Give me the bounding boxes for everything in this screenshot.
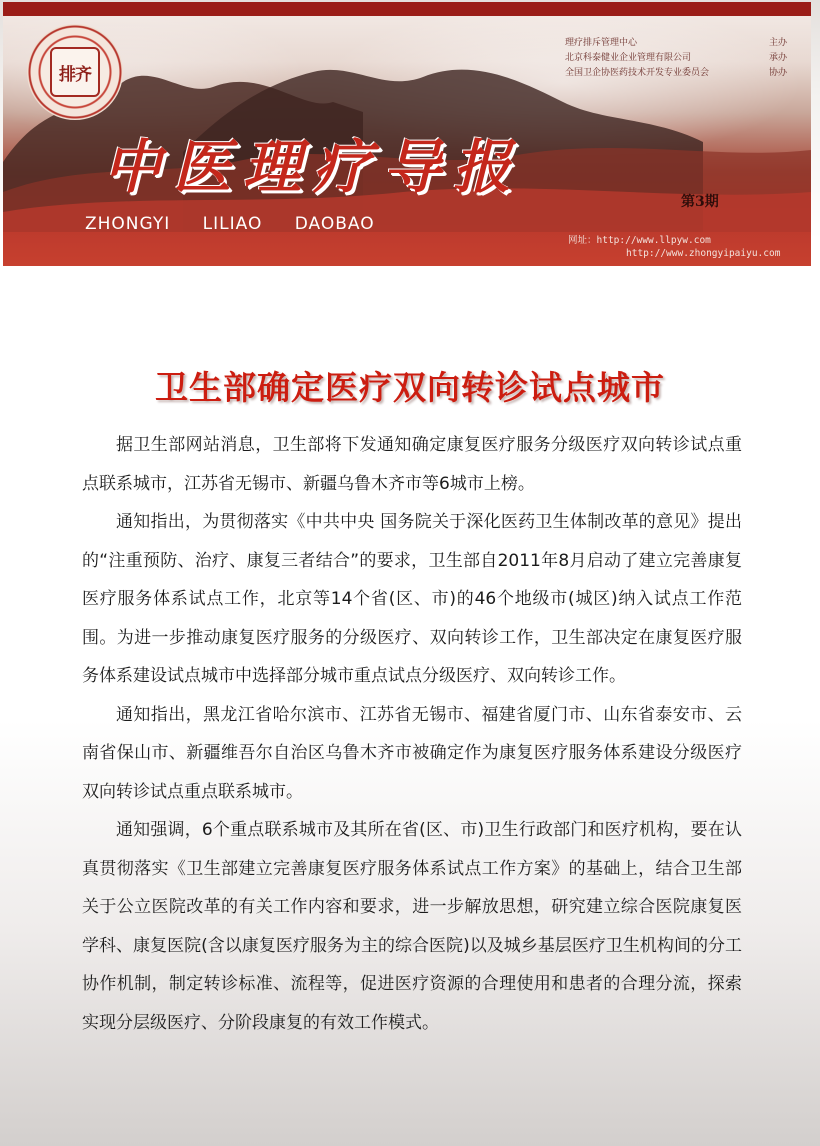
website-urls (568, 234, 808, 260)
organizer-role: 主办 (768, 38, 787, 48)
organizer-name: 全国卫企协医药技术开发专业委员会 (565, 68, 710, 78)
organizer-row (565, 66, 787, 81)
organizer-row (565, 36, 787, 51)
article-paragraph: 据卫生部网站消息，卫生部将下发通知确定康复医疗服务分级医疗双向转诊试点重点联系城市，江苏省无锡市、新疆乌鲁木齐市等6城市上榜。 (82, 435, 742, 494)
logo-glyph: 排齐 (50, 47, 100, 97)
organizer-name: 理疗排斥管理中心 (565, 38, 638, 48)
article-paragraph: 通知指出，为贯彻落实《中共中央 国务院关于深化医药卫生体制改革的意见》提出的“注重预防、治疗、康复三者结合”的要求，卫生部自2011年8月启动了建立完善康复医疗服务体系试点工作，北京等14个省(区、市)的46个地级市(城区)纳入试点工作范围。为进一步推动康复医疗服务的分级医疗、双向转诊工作，卫生部决定在康复医疗服务体系建设试点城市中选择部分城市重点试点分级医疗、双向转诊工作。 (82, 512, 742, 686)
organizer-row (565, 51, 787, 66)
website-url[interactable]: 网址：http://www.llpyw.com (568, 235, 711, 246)
organizer-name: 北京科泰健业企业管理有限公司 (565, 53, 692, 63)
organizer-role: 承办 (768, 53, 787, 63)
newspaper-title-pinyin: ZHONGYI LILIAO DAOBAO (85, 214, 375, 234)
newspaper-title: 中医理疗导报 (103, 133, 524, 201)
website-url[interactable]: http://www.zhongyipaiyu.com (626, 248, 781, 259)
masthead-top-bar (3, 2, 811, 16)
organizer-role: 协办 (768, 68, 787, 78)
newspaper-logo-seal (27, 24, 123, 120)
masthead (3, 2, 811, 266)
issue-number: 第3期 (681, 194, 719, 210)
article-headline: 卫生部确定医疗双向转诊试点城市 (155, 368, 665, 407)
article-paragraph: 通知强调，6个重点联系城市及其所在省(区、市)卫生行政部门和医疗机构，要在认真贯彻落实《卫生部建立完善康复医疗服务体系试点工作方案》的基础上，结合卫生部关于公立医院改革的有关工作内容和要求，进一步解放思想，研究建立综合医院康复医学科、康复医院(含以康复医疗服务为主的综合医院)以及城乡基层医疗卫生机构间的分工协作机制，制定转诊标准、流程等，促进医疗资源的合理使用和患者的合理分流，探索实现分层级医疗、分阶段康复的有效工作模式。 (82, 820, 742, 1033)
article-paragraph: 通知指出，黑龙江省哈尔滨市、江苏省无锡市、福建省厦门市、山东省泰安市、云南省保山市、新疆维吾尔自治区乌鲁木齐市被确定作为康复医疗服务体系建设分级医疗双向转诊试点重点联系城市。 (82, 704, 742, 802)
article-body (82, 426, 742, 1042)
organizers-list (565, 36, 787, 81)
